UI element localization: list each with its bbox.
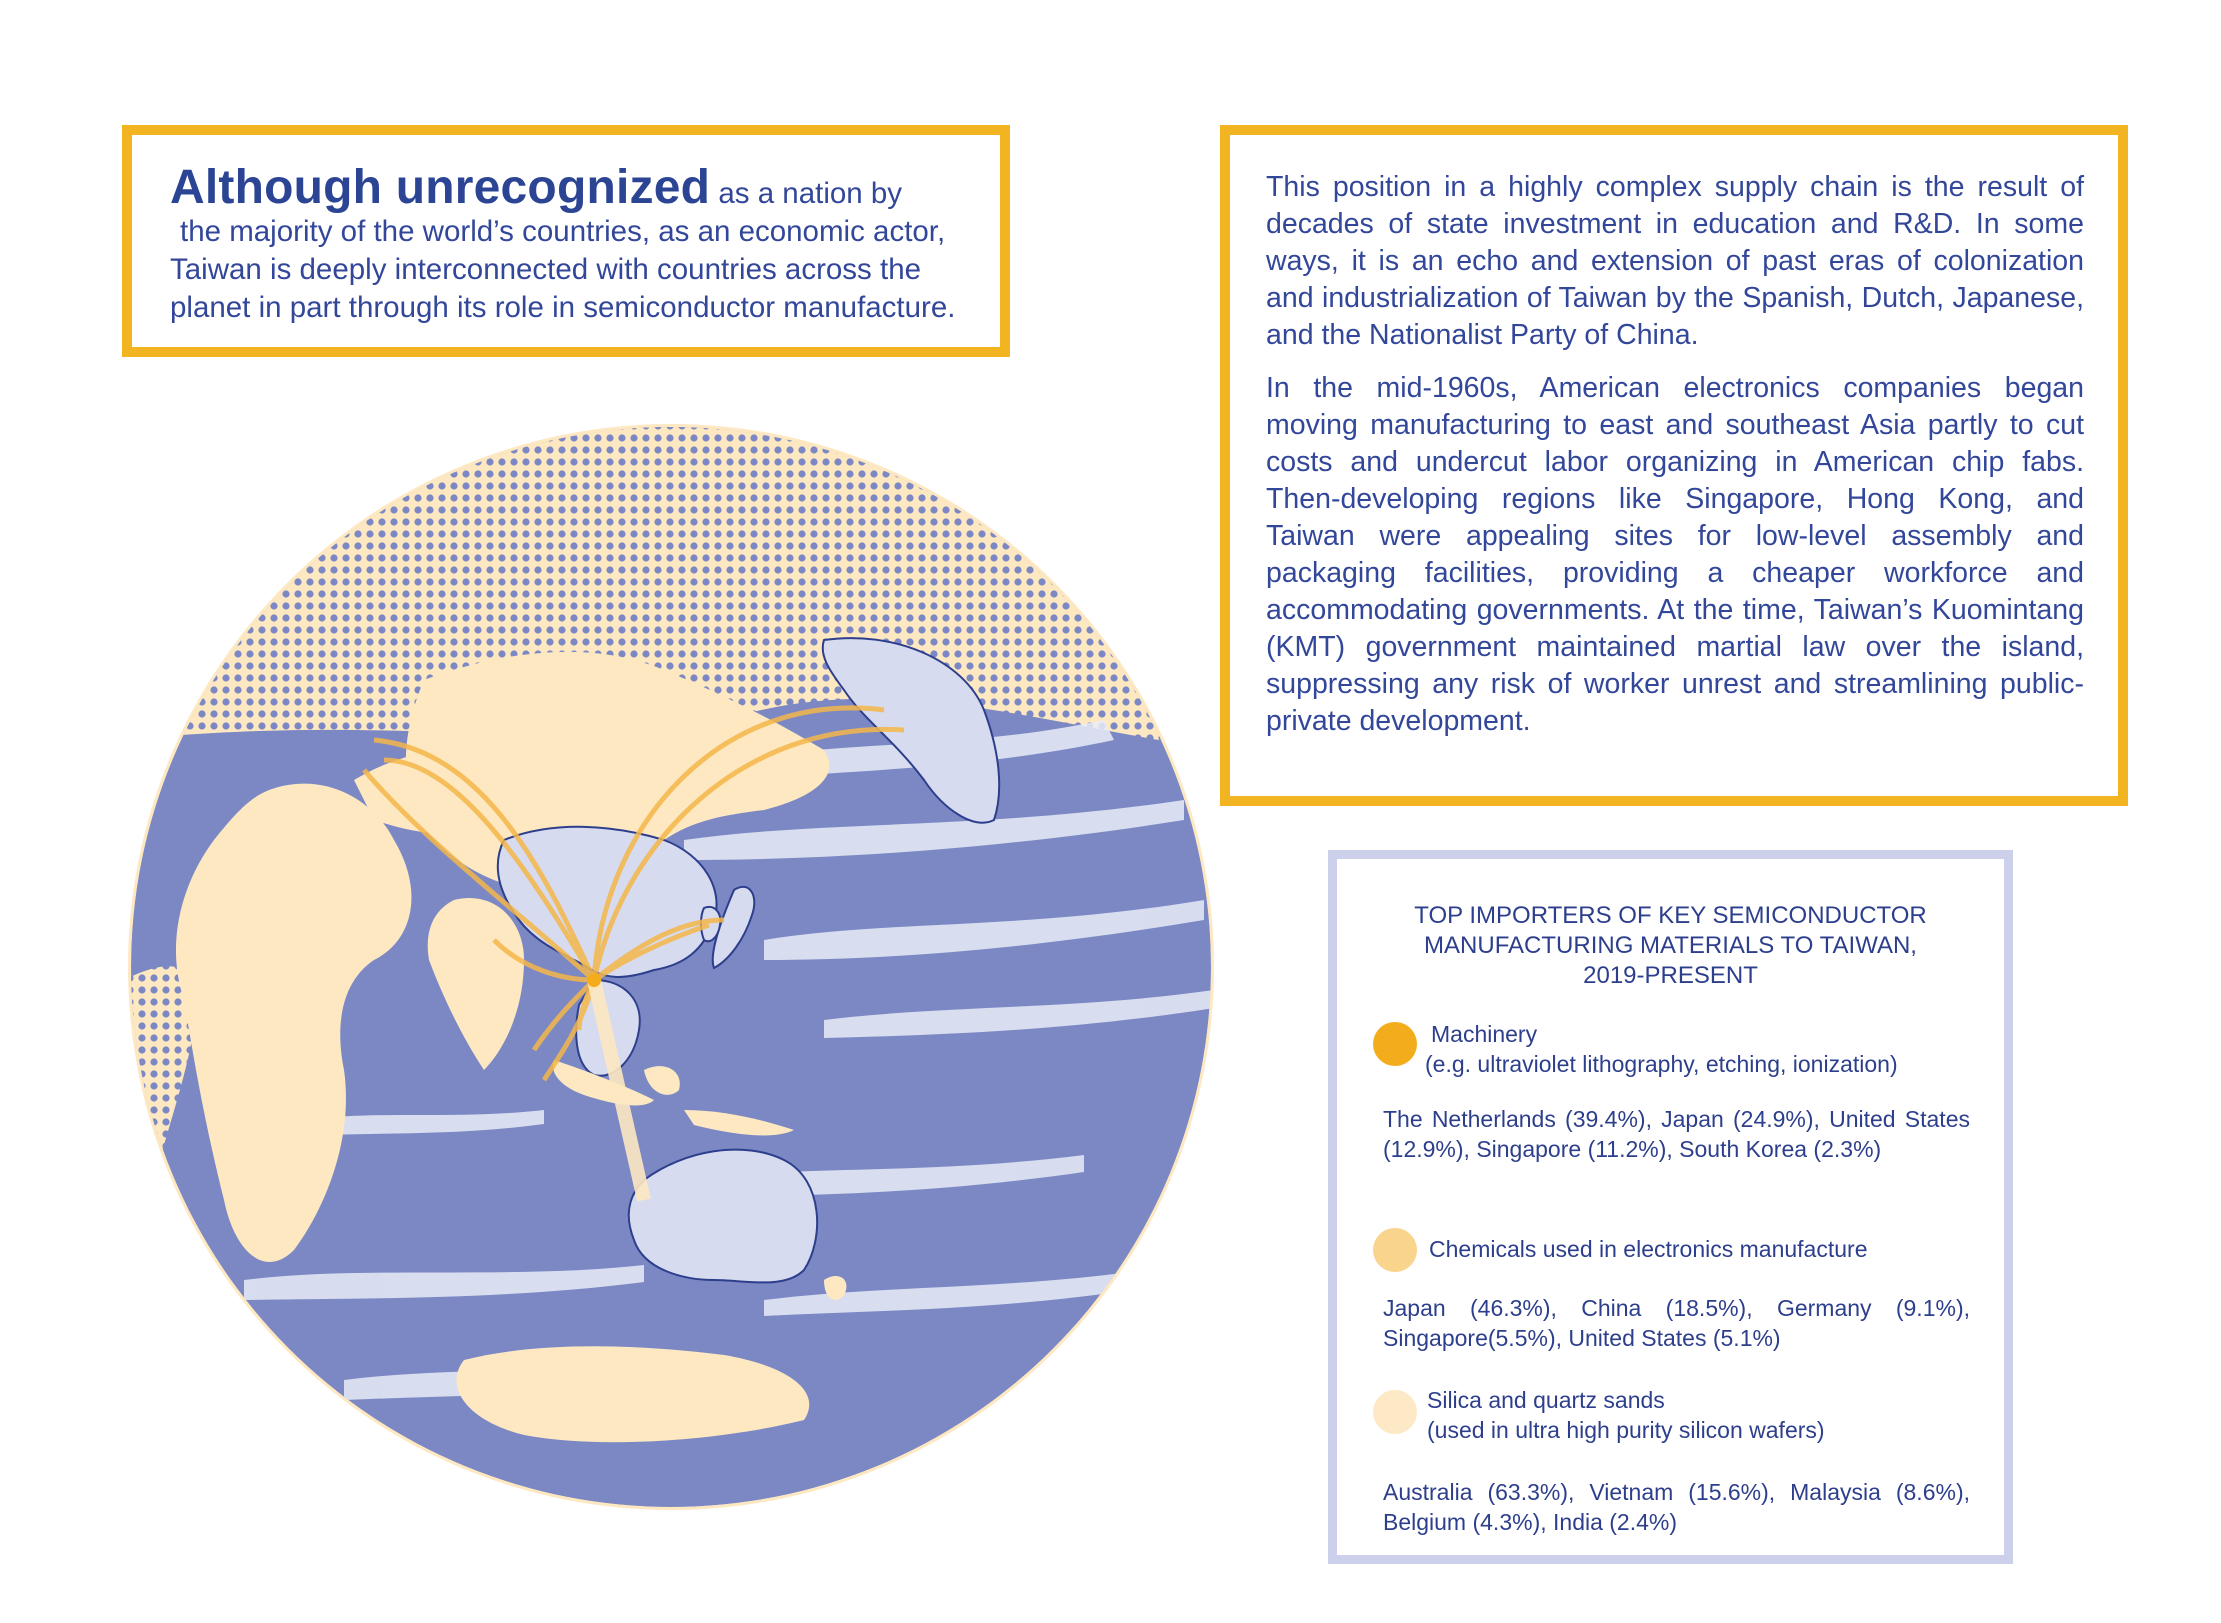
chemicals-label: Chemicals used in electronics manufacture	[1429, 1236, 1868, 1262]
intro-line-3: Taiwan is deeply interconnected with countries across the	[170, 253, 922, 286]
intro-line-1	[170, 161, 968, 214]
machinery-swatch	[1373, 1022, 1417, 1066]
legend-title	[1337, 901, 2004, 991]
intro-line-2: the majority of the world’s countries, as an economic actor,	[180, 215, 946, 248]
legend-category-name	[1429, 1234, 1867, 1264]
legend-category-name	[1427, 1385, 1825, 1445]
legend-title-line-1: TOP IMPORTERS OF KEY SEMICONDUCTOR	[1414, 902, 1927, 929]
history-paragraph-1: This position in a highly complex supply chain is the result of decades of state investment in education and R&D. In some ways, it is an echo and extension of past eras of colonization and industrialization of Taiwan by the Spanish, Dutch, Japanese, and the Nationalist Party of China.	[1266, 171, 2084, 351]
silica-importers: Australia (63.3%), Vietnam (15.6%), Malaysia (8.6%), Belgium (4.3%), India (2.4%)	[1383, 1479, 1970, 1535]
globe-map	[124, 420, 1218, 1514]
legend-title-line-2: MANUFACTURING MATERIALS TO TAIWAN,	[1424, 932, 1917, 959]
taiwan-marker	[587, 973, 601, 987]
machinery-sublabel: (e.g. ultraviolet lithography, etching, ionization)	[1425, 1051, 1898, 1077]
silica-sublabel: (used in ultra high purity silicon wafers)	[1427, 1417, 1825, 1443]
legend-category-name	[1425, 1019, 1898, 1079]
chemicals-importers: Japan (46.3%), China (18.5%), Germany (9.1%), Singapore(5.5%), United States (5.1%)	[1383, 1295, 1970, 1351]
legend-title-line-3: 2019-PRESENT	[1583, 962, 1758, 989]
silica-swatch	[1373, 1390, 1417, 1434]
globe-illustration	[124, 420, 1218, 1514]
history-text-box	[1220, 125, 2128, 806]
silica-label: Silica and quartz sands	[1427, 1387, 1665, 1413]
importers-legend	[1328, 850, 2013, 1564]
history-paragraph-2: In the mid-1960s, American electronics companies began moving manufacturing to east and southeast Asia partly to cut costs and undercut labor organizing in American chip fabs. Then-developing regions like Singapore, Hong Kong, and Taiwan were appealing sites for low-level assembly and packaging facilities, providing a cheaper workforce and accommodating governments. At the time, Taiwan’s Kuomintang (KMT) government maintained martial law over the island, suppressing any risk of worker unrest and streamlining public-private development.	[1266, 372, 2084, 737]
intro-headline-rest: as a nation by	[710, 177, 903, 210]
machinery-importers: The Netherlands (39.4%), Japan (24.9%), United States (12.9%), Singapore (11.2%), South Korea (2.3%)	[1383, 1106, 1970, 1162]
chemicals-swatch	[1373, 1228, 1417, 1272]
intro-headline: Although unrecognized	[170, 161, 711, 214]
intro-line-4: planet in part through its role in semiconductor manufacture.	[170, 291, 956, 324]
machinery-label: Machinery	[1431, 1021, 1538, 1047]
intro-box	[122, 125, 1010, 357]
intro-text	[170, 161, 968, 327]
